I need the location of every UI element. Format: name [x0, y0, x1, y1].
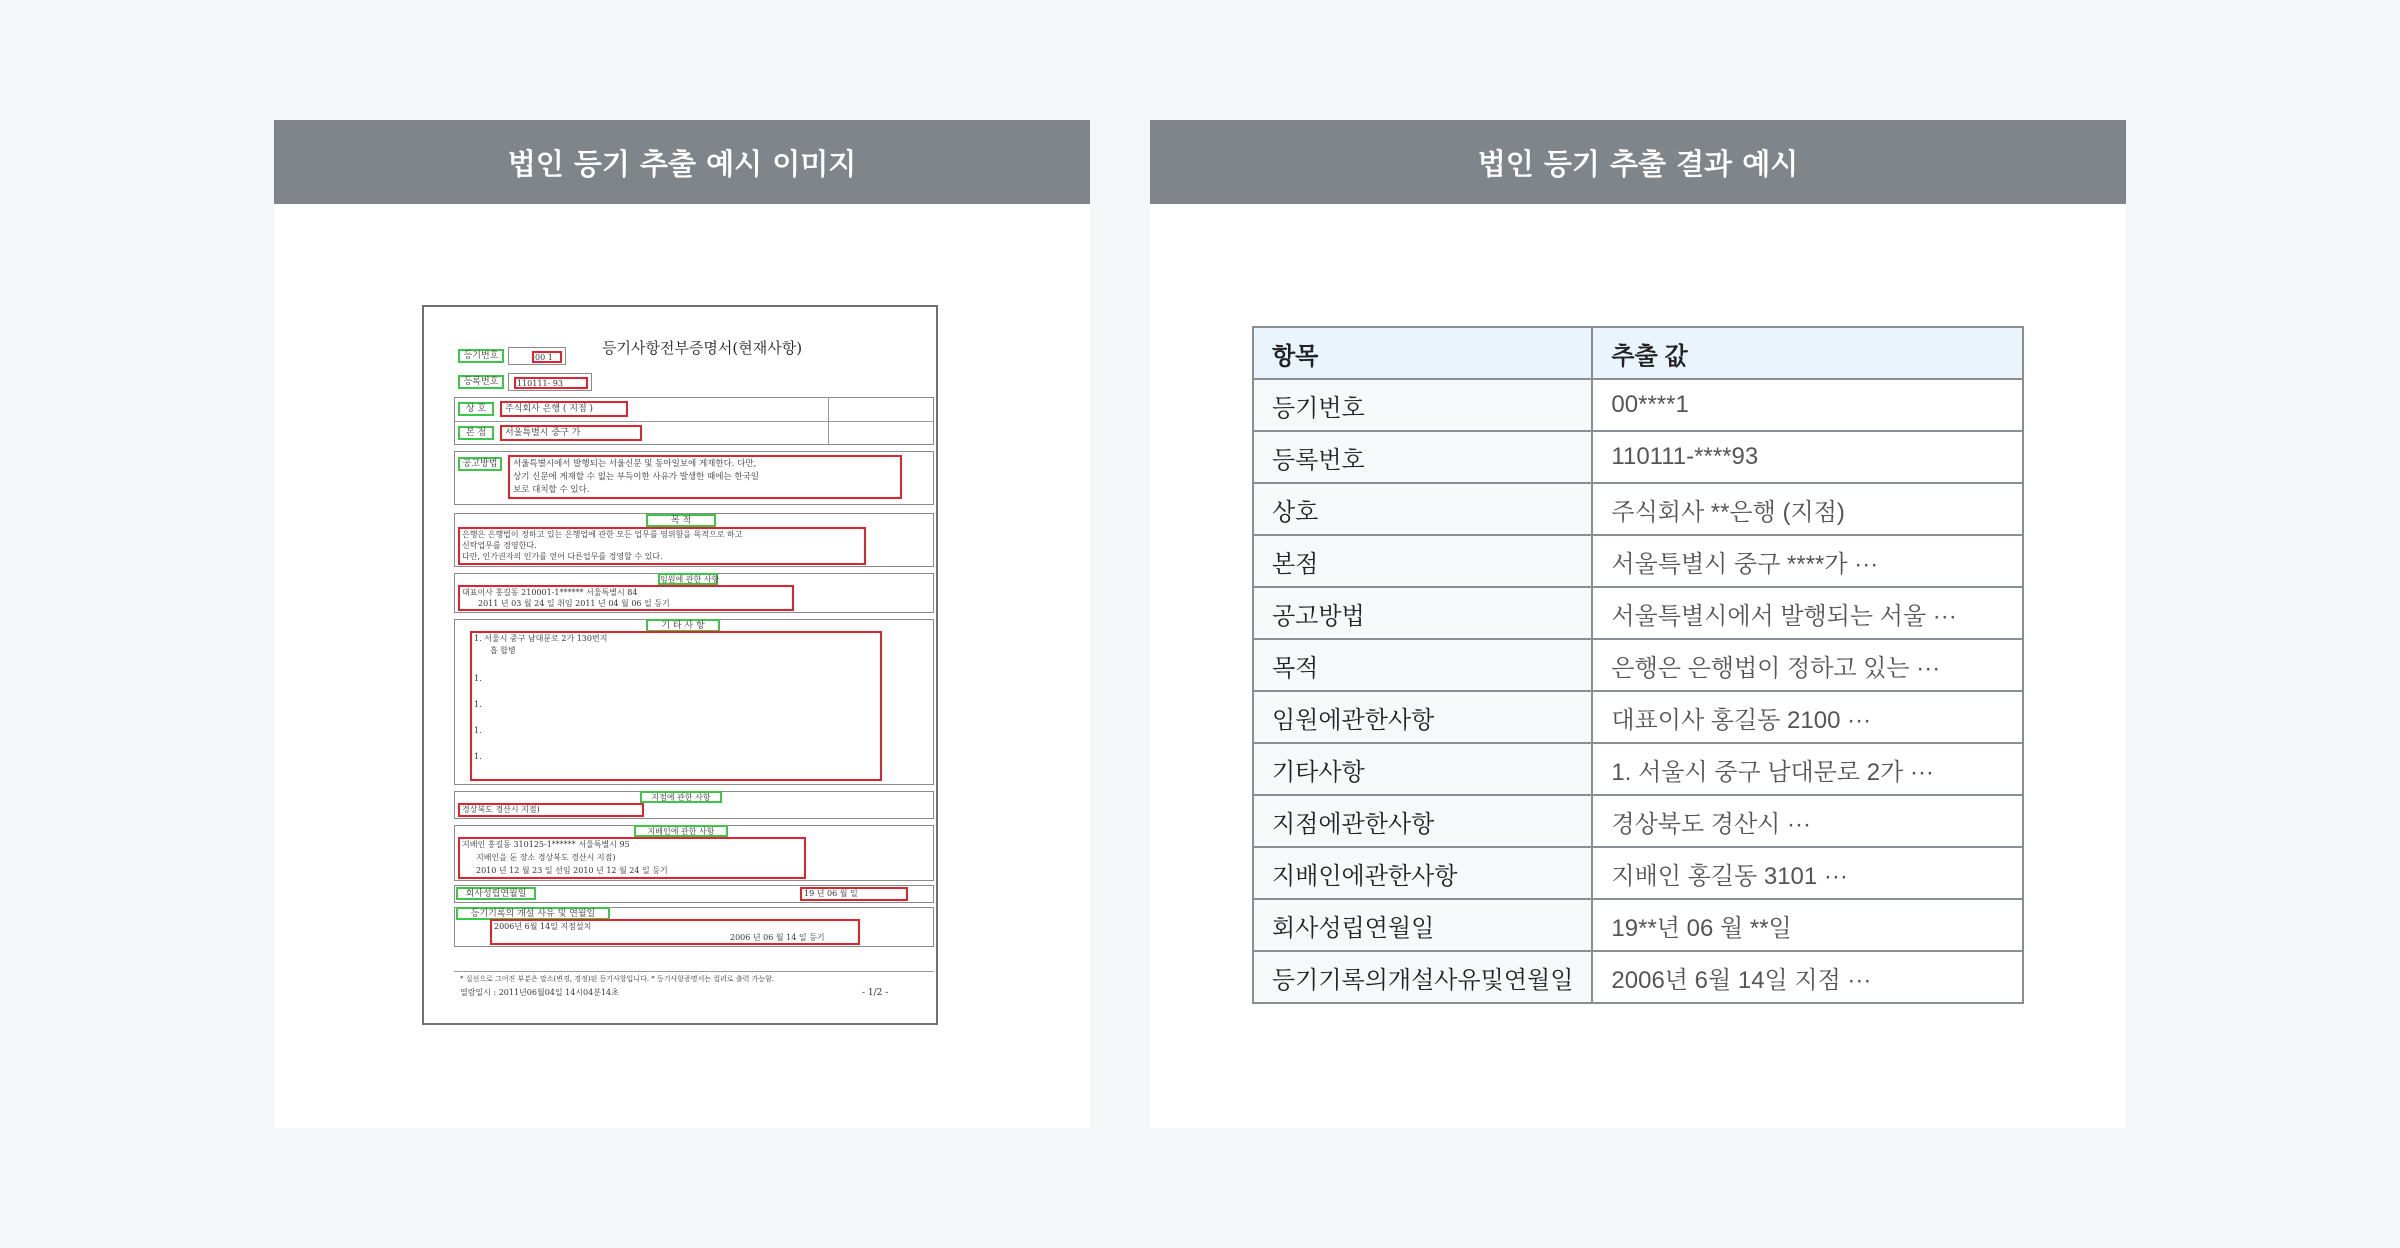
table-header-row — [1253, 327, 2023, 379]
field-label-purpose: 목 적 — [646, 514, 716, 527]
trade-name-rule — [454, 421, 934, 422]
row-key: 지배인에관한사항 — [1253, 847, 1592, 899]
page-number: - 1/2 - — [862, 988, 889, 998]
field-label-officers: 임원에 관한 사항 — [660, 575, 720, 584]
extraction-result-table — [1252, 326, 2024, 1004]
other-line-6: 1. — [474, 752, 482, 761]
field-label-record: 등기기록의 개설 사유 및 연월일 — [456, 907, 610, 920]
row-key: 지점에관한사항 — [1253, 795, 1592, 847]
value-head-office-text: 서울특별시 중구 가 — [505, 428, 581, 438]
value-manager — [458, 837, 806, 879]
value-head-office — [500, 425, 642, 441]
value-other — [470, 631, 882, 781]
value-trade-name — [500, 401, 628, 417]
other-line-1: 1. 서울시 중구 남대문로 2가 130번지 — [474, 634, 608, 643]
notice-line-3: 보로 대치할 수 있다. — [513, 485, 590, 495]
value-established — [800, 887, 908, 901]
table-row — [1253, 795, 2023, 847]
value-reg-num — [514, 377, 588, 389]
field-label-manager: 지배인에 관한 사항 — [634, 825, 728, 837]
row-value: 대표이사 홍길동 2100 ··· — [1592, 691, 2023, 743]
table-row — [1253, 431, 2023, 483]
row-key: 등기번호 — [1253, 379, 1592, 431]
row-value: 2006년 6월 14일 지점 ··· — [1592, 951, 2023, 1003]
value-reg-num-text: 110111- 93 — [517, 379, 563, 388]
row-value: 19**년 06 월 **일 — [1592, 899, 2023, 951]
table-row — [1253, 379, 2023, 431]
purpose-line-3: 다만, 인가권자의 인가를 얻어 다른업무를 경영할 수 있다. — [462, 552, 663, 561]
row-value: 은행은 은행법이 정하고 있는 ··· — [1592, 639, 2023, 691]
row-key: 기타사항 — [1253, 743, 1592, 795]
row-value: 주식회사 **은행 (지점) — [1592, 483, 2023, 535]
other-line-3: 1. — [474, 674, 482, 683]
value-reg-no-text: 00 1 — [535, 353, 553, 362]
branch-line: 경상북도 경산시 지점) — [462, 805, 540, 814]
manager-line-2: 지배인을 둔 장소 경상북도 경산시 지점) — [476, 853, 616, 862]
extraction-result-panel-title: 법인 등기 추출 결과 예시 — [1150, 120, 2126, 204]
row-key: 등록번호 — [1253, 431, 1592, 483]
field-label-reg-num: 등록번호 — [458, 375, 504, 389]
field-label-trade-name: 상 호 — [458, 402, 494, 416]
extraction-result-panel — [1150, 120, 2126, 1128]
footer-rule — [454, 971, 934, 972]
value-record — [490, 919, 860, 945]
row-value: 00****1 — [1592, 379, 2023, 431]
row-value: 110111-****93 — [1592, 431, 2023, 483]
field-label-reg-no: 등기번호 — [458, 349, 504, 363]
table-row — [1253, 691, 2023, 743]
row-key: 회사성립연월일 — [1253, 899, 1592, 951]
row-value: 서울특별시에서 발행되는 서울 ··· — [1592, 587, 2023, 639]
other-line-5: 1. — [474, 726, 482, 735]
table-row — [1253, 587, 2023, 639]
record-line-1: 2006년 6월 14일 지점설치 — [494, 922, 592, 931]
row-key: 공고방법 — [1253, 587, 1592, 639]
notice-line-1: 서울특별시에서 발행되는 서울신문 및 동아일보에 게재한다. 다만, — [513, 459, 757, 469]
column-header-item: 항목 — [1253, 327, 1592, 379]
table-row — [1253, 951, 2023, 1003]
other-line-2: 흡 합병 — [490, 646, 516, 655]
purpose-line-1: 은행은 은행법이 정하고 있는 은행업에 관한 모든 업무를 영위함을 목적으로 하고 — [462, 530, 743, 539]
field-label-established: 회사성립연월일 — [456, 887, 536, 900]
notice-line-2: 상기 신문에 게재할 수 없는 부득이한 사유가 발생한 때에는 한국일 — [513, 472, 760, 482]
table-row — [1253, 899, 2023, 951]
value-reg-no — [532, 351, 562, 363]
table-row — [1253, 535, 2023, 587]
example-image-panel — [274, 120, 1090, 1128]
table-row — [1253, 639, 2023, 691]
purpose-line-2: 신탁업무를 경영한다. — [462, 541, 537, 550]
other-line-4: 1. — [474, 700, 482, 709]
example-image-panel-title: 법인 등기 추출 예시 이미지 — [274, 120, 1090, 204]
row-value: 1. 서울시 중구 남대문로 2가 ··· — [1592, 743, 2023, 795]
table-row — [1253, 483, 2023, 535]
document-title: 등기사항전부증명서(현재사항) — [602, 339, 803, 357]
field-label-notice: 공고방법 — [458, 457, 502, 471]
footer-note: * 실선으로 그어진 부분은 말소(변경, 경정)된 등기사항입니다. * 등기사항증명서는 컬러로 출력 가능함. — [460, 975, 775, 983]
value-officers — [458, 585, 794, 611]
field-label-other: 기 타 사 항 — [646, 619, 720, 632]
row-key: 상호 — [1253, 483, 1592, 535]
officers-line-2: 2011 년 03 월 24 일 취임 2011 년 04 월 06 일 등기 — [478, 599, 670, 608]
row-key: 임원에관한사항 — [1253, 691, 1592, 743]
row-value: 지배인 홍길동 3101 ··· — [1592, 847, 2023, 899]
registry-document-image — [422, 305, 938, 1025]
manager-line-1: 지배인 홍길동 310125-1****** 서울특별시 95 — [462, 840, 630, 849]
established-text: 19 년 06 월 일 — [804, 889, 858, 898]
officers-line-1: 대표이사 홍길동 210001-1****** 서울특별시 84 — [462, 588, 638, 597]
record-line-2: 2006 년 06 월 14 일 등기 — [730, 933, 825, 942]
footer-time: 열람일시 : 2011년06월04일 14시04분14초 — [460, 988, 619, 997]
value-notice — [508, 455, 902, 499]
field-label-head-office: 본 점 — [458, 426, 494, 440]
table-row — [1253, 847, 2023, 899]
value-purpose — [458, 527, 866, 565]
field-label-branch: 지점에 관한 사항 — [640, 791, 722, 803]
column-header-value: 추출 값 — [1592, 327, 2023, 379]
row-value: 경상북도 경산시 ··· — [1592, 795, 2023, 847]
row-key: 목적 — [1253, 639, 1592, 691]
table-row — [1253, 743, 2023, 795]
row-key: 본점 — [1253, 535, 1592, 587]
value-trade-name-text: 주식회사 은행 ( 지점 ) — [505, 404, 594, 414]
value-branch — [458, 803, 644, 817]
row-key: 등기기록의개설사유및연월일 — [1253, 951, 1592, 1003]
manager-line-3: 2010 년 12 월 23 일 선임 2010 년 12 월 24 일 등기 — [476, 866, 668, 875]
row-value: 서울특별시 중구 ****가 ··· — [1592, 535, 2023, 587]
